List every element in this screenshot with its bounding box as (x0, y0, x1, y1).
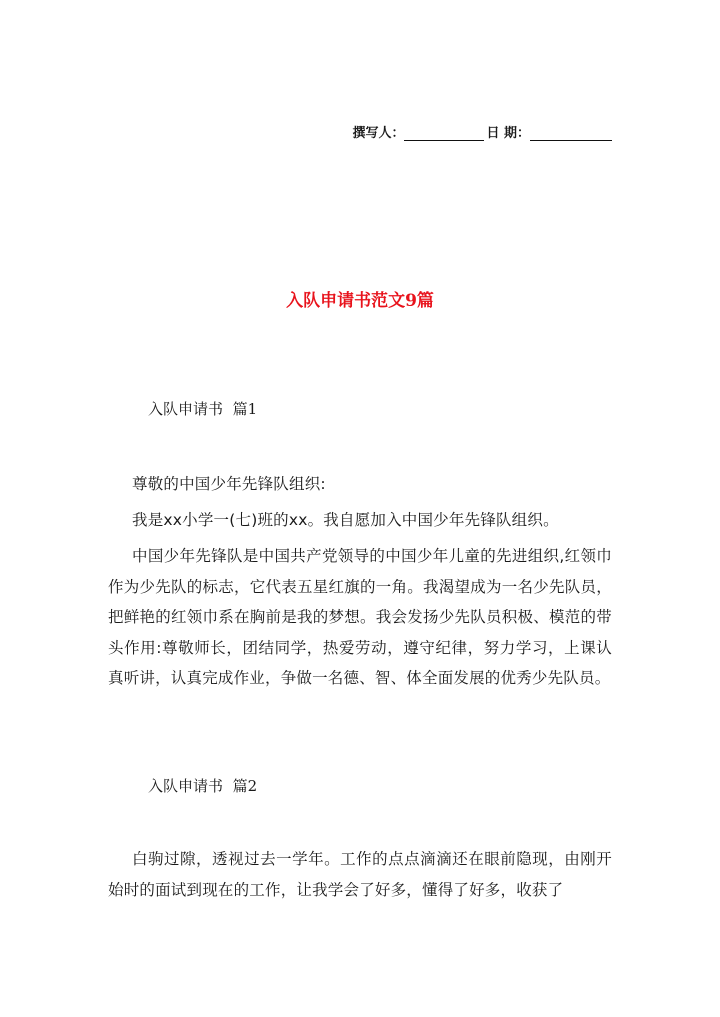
section-2-paragraph: 白驹过隙，透视过去一学年。工作的点点滴滴还在眼前隐现，由刚开始时的面试到现在的工作，让我学会了好多，懂得了好多，收获了 (108, 850, 612, 899)
section-number: 篇1 (232, 400, 258, 418)
author-label: 撰写人： (352, 126, 405, 141)
document-title: 入队申请书范文9篇 (286, 291, 434, 311)
author-blank (404, 126, 484, 141)
body-paragraph: 中国少年先锋队是中国共产党领导的中国少年儿童的先进组织,红领巾作为少先队的标志，它代表五星红旗的一角。我渴望成为一名少先队员，把鲜艳的红领巾系在胸前是我的梦想。我会发扬少先队员积极、模范的带头作用:尊敬师长，团结同学，热爱劳动，遵守纪律，努力学习，上课认真听讲，认真完成作业，争做一名德、智、体全面发展的优秀少先队员。 (108, 547, 612, 687)
section-heading-2 (148, 775, 257, 796)
intro-paragraph: 我是xx小学一(七)班的xx。我自愿加入中国少年先锋队组织。 (132, 511, 559, 529)
author-date-line (352, 122, 612, 141)
date-label: 日 期： (486, 126, 530, 141)
section-number: 篇2 (232, 777, 258, 795)
salutation-paragraph: 尊敬的中国少年先锋队组织: (132, 475, 326, 493)
section-heading-text: 入队申请书 (148, 400, 224, 418)
section-heading-text: 入队申请书 (148, 777, 224, 795)
date-blank (530, 126, 612, 141)
section-heading-1 (148, 398, 257, 419)
